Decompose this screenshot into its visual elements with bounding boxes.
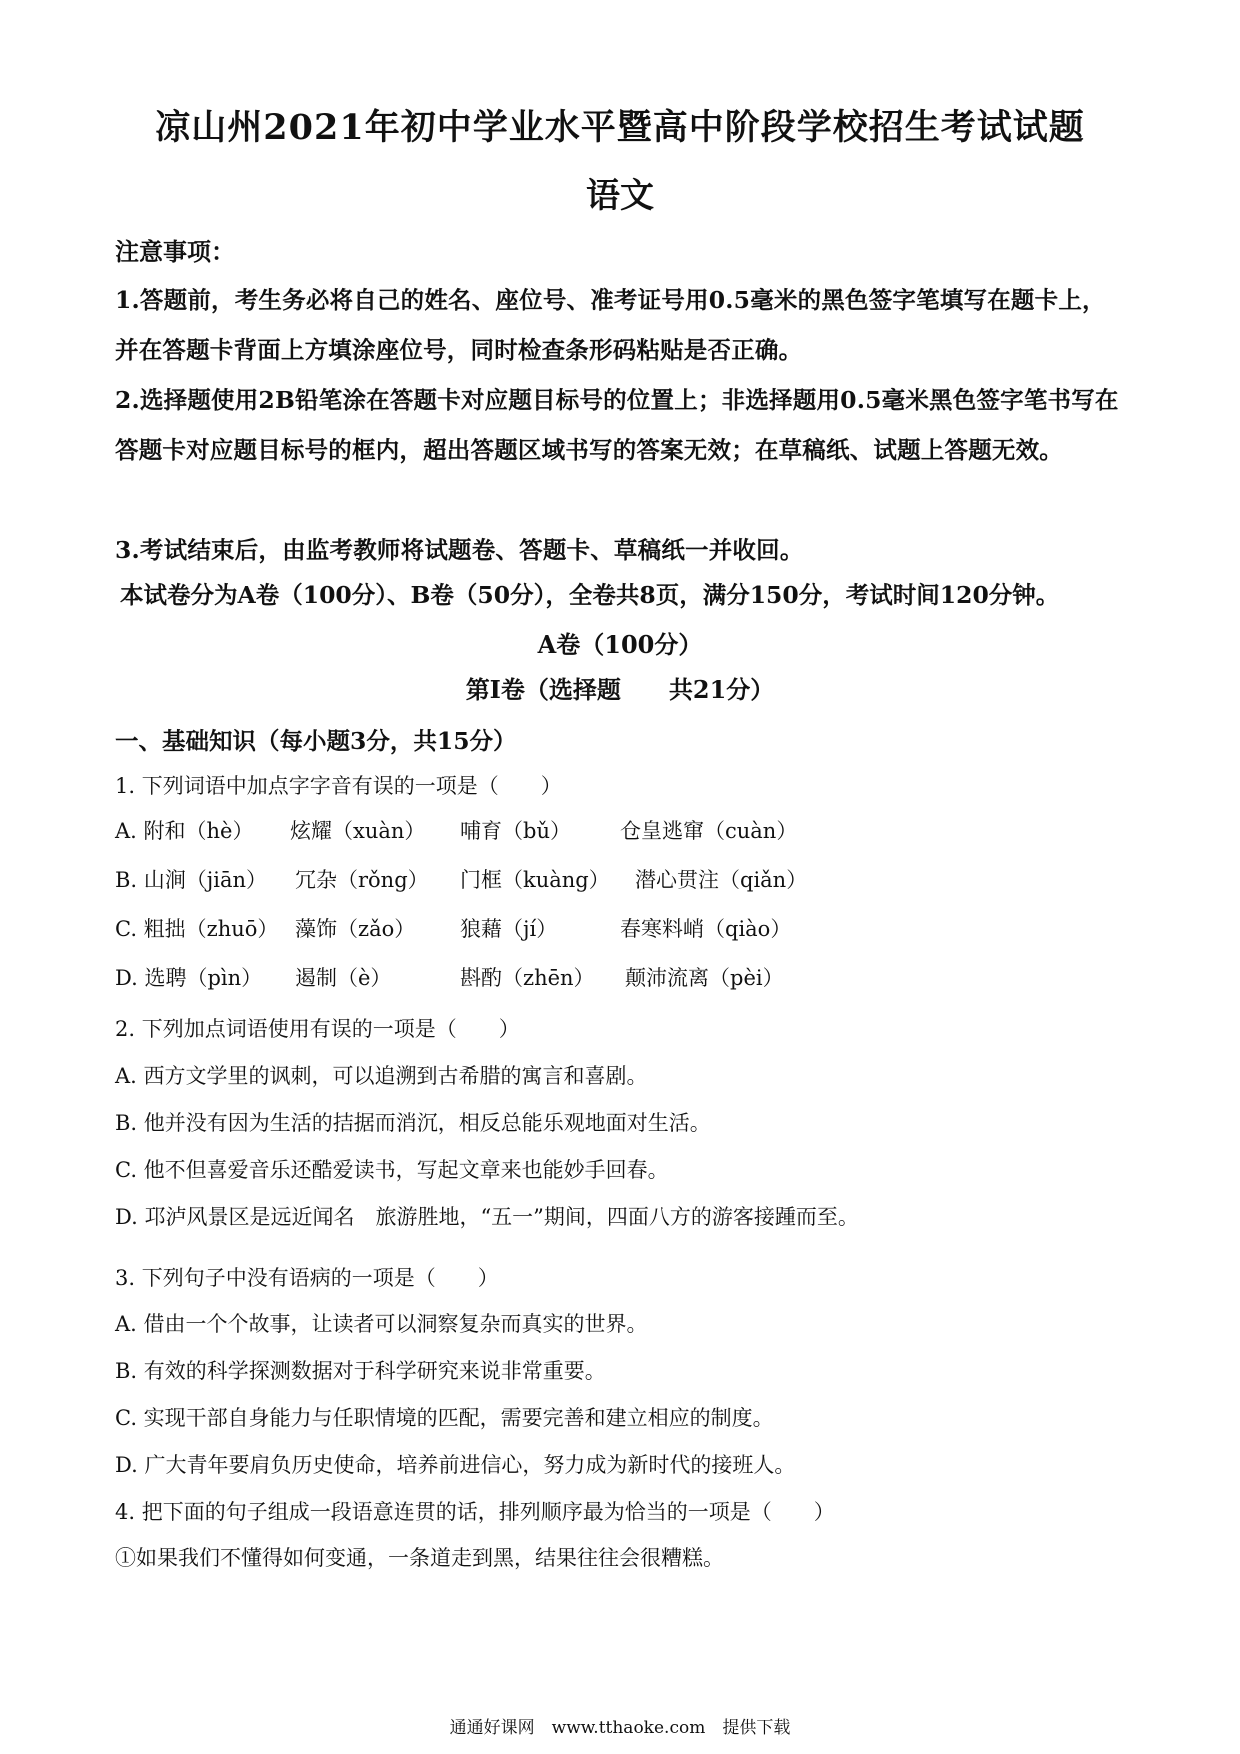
- question-1-option-c: [115, 913, 1125, 945]
- question-1-option-b: [115, 864, 1125, 896]
- paper-summary: 本试卷分为A卷（100分）、B卷（50分），全卷共8页，满分150分，考试时间120分钟。: [120, 581, 1060, 609]
- question-3-option-c: C. 实现干部自身能力与任职情境的匹配，需要完善和建立相应的制度。: [115, 1406, 774, 1430]
- question-1-stem: 1. 下列词语中加点字字音有误的一项是（ ）: [115, 774, 562, 798]
- option-item: 炫耀（xuàn）: [290, 819, 426, 843]
- option-item: A. 附和（hè）: [115, 819, 254, 843]
- part-1-heading: 第Ⅰ卷（选择题 共21分）: [465, 675, 775, 704]
- option-item: C. 粗拙（zhuō）: [115, 917, 279, 941]
- option-item: 春寒料峭（qiào）: [620, 917, 792, 941]
- option-item: 藻饰（zǎo）: [295, 917, 416, 941]
- exam-title: 凉山州2021年初中学业水平暨高中阶段学校招生考试试题: [155, 107, 1085, 148]
- notice-item-3: 3.考试结束后，由监考教师将试题卷、答题卡、草稿纸一并收回。: [115, 536, 804, 564]
- notice-item-2: 2.选择题使用2B铅笔涂在答题卡对应题目标号的位置上；非选择题用0.5毫米黑色签字笔书写在答题卡对应题目标号的框内，超出答题区域书写的答案无效；在草稿纸、试题上答题无效。: [115, 386, 1119, 464]
- option-item: 潜心贯注（qiǎn）: [635, 868, 808, 892]
- volume-a-heading: A卷（100分）: [537, 630, 703, 659]
- section-1-heading: 一、基础知识（每小题3分，共15分）: [115, 727, 517, 755]
- question-2-stem: 2. 下列加点词语使用有误的一项是（ ）: [115, 1017, 520, 1041]
- option-item: 颠沛流离（pèi）: [625, 966, 784, 990]
- question-3-option-d: D. 广大青年要肩负历史使命，培养前进信心，努力成为新时代的接班人。: [115, 1453, 796, 1477]
- question-4-stem: 4. 把下面的句子组成一段语意连贯的话，排列顺序最为恰当的一项是（ ）: [115, 1500, 835, 1524]
- question-3-stem: 3. 下列句子中没有语病的一项是（ ）: [115, 1266, 499, 1290]
- question-1-option-d: [115, 962, 1125, 994]
- question-3-option-b: B. 有效的科学探测数据对于科学研究来说非常重要。: [115, 1359, 606, 1383]
- question-4-sentence-1: ①如果我们不懂得如何变通，一条道走到黑，结果往往会很糟糕。: [115, 1546, 724, 1570]
- option-item: B. 山涧（jiān）: [115, 868, 268, 892]
- notice-item-1: 1.答题前，考生务必将自己的姓名、座位号、准考证号用0.5毫米的黑色签字笔填写在题卡上，并在答题卡背面上方填涂座位号，同时检查条形码粘贴是否正确。: [115, 286, 1106, 364]
- option-item: 遏制（è）: [295, 966, 392, 990]
- option-item: 仓皇逃窜（cuàn）: [620, 819, 798, 843]
- option-item: 冗杂（rǒng）: [295, 868, 429, 892]
- question-2-option-d: D. 邛泸风景区是远近闻名 旅游胜地，“五一”期间，四面八方的游客接踵而至。: [115, 1205, 859, 1229]
- subject-title: 语文: [586, 176, 654, 216]
- option-item: 门框（kuàng）: [460, 868, 610, 892]
- question-2-option-b: B. 他并没有因为生活的拮据而消沉，相反总能乐观地面对生活。: [115, 1111, 711, 1135]
- page-footer: 通通好课网 www.tthaoke.com 提供下载: [449, 1718, 791, 1738]
- question-3-option-a: A. 借由一个个故事，让读者可以洞察复杂而真实的世界。: [115, 1312, 648, 1336]
- question-2-option-c: C. 他不但喜爱音乐还酷爱读书，写起文章来也能妙手回春。: [115, 1158, 669, 1182]
- question-2-option-a: A. 西方文学里的讽刺，可以追溯到古希腊的寓言和喜剧。: [115, 1064, 648, 1088]
- question-1-option-a: [115, 815, 1125, 847]
- option-item: D. 选聘（pìn）: [115, 966, 263, 990]
- option-item: 哺育（bǔ）: [460, 819, 571, 843]
- notice-heading: 注意事项：: [115, 237, 235, 266]
- option-item: 狼藉（jí）: [460, 917, 558, 941]
- option-item: 斟酌（zhēn）: [460, 966, 595, 990]
